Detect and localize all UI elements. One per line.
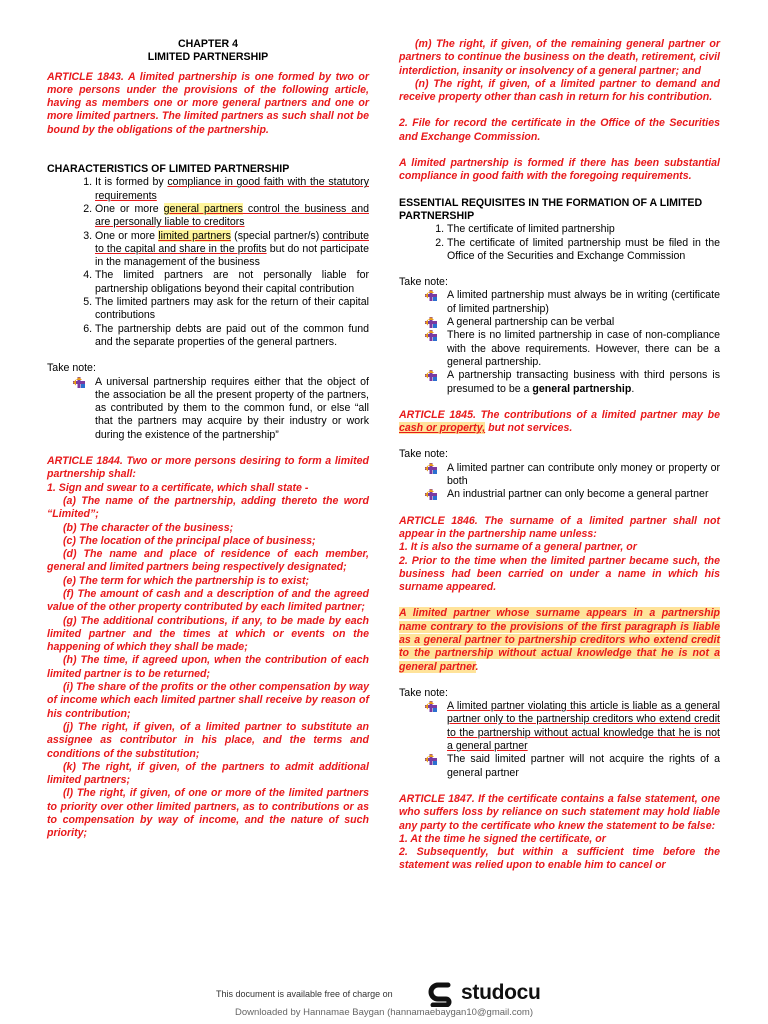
article-1844-d: (d) The name and place of residence of each member, general and limited partners being respectively designated; xyxy=(47,548,369,574)
article-1843: ARTICLE 1843. A limited partnership is one formed by two or more persons under the provisions of the following article, having as members one or more general partners and one or more limited partners. The limited partners as such shall not be bound by the obligations of the partnership. xyxy=(47,70,369,136)
article-1844-e: (e) The term for which the partnership is to exist; xyxy=(63,574,310,587)
article-1844-n: (n) The right, if given, of a limited partner to demand and receive property other than cash in return for his contribution. xyxy=(399,77,720,104)
article-1847: ARTICLE 1847. If the certificate contains a false statement, one who suffers loss by reliance on such statement may hold liable any party to the certificate who knew the statement to be false: xyxy=(399,792,720,832)
article-1844-item-1: 1. Sign and swear to a certificate, which shall state - xyxy=(47,481,309,494)
article-1844-f: (f) The amount of cash and a description of and the agreed value of the other property contributed by each limited partner; xyxy=(47,587,369,614)
left-column xyxy=(47,38,369,841)
article-1844-c: (c) The location of the principal place of business; xyxy=(63,534,316,547)
four-arrow-bullet-icon xyxy=(73,377,85,388)
studocu-logo-icon[interactable] xyxy=(427,981,457,1007)
note-list xyxy=(399,700,720,780)
list-item: A limited partnership must always be in writing (certificate of limited partnership) xyxy=(447,289,720,316)
list-item: An industrial partner can only become a general partner xyxy=(447,488,720,501)
four-arrow-bullet-icon xyxy=(425,701,437,712)
article-1844-i: (i) The share of the profits or the other compensation by way of income which each limited partner shall receive by reason of his contribution; xyxy=(47,681,369,720)
take-note-label: Take note: xyxy=(399,276,448,289)
four-arrow-bullet-icon xyxy=(425,754,437,765)
article-1844-g: (g) The additional contributions, if any, to be made by each limited partner and the times at which or events on the happening of which they shall be made; xyxy=(47,614,369,654)
chapter-title: LIMITED PARTNERSHIP xyxy=(147,51,269,64)
four-arrow-bullet-icon xyxy=(425,463,437,474)
note-list xyxy=(47,376,369,442)
essential-requisites-heading: ESSENTIAL REQUISITES IN THE FORMATION OF A LIMITED PARTNERSHIP xyxy=(399,196,703,222)
take-note-label: Take note: xyxy=(399,686,448,699)
article-1844: ARTICLE 1844. Two or more persons desiring to form a limited partnership shall: xyxy=(47,455,369,481)
take-note-label: Take note: xyxy=(47,362,96,375)
take-note-label: Take note: xyxy=(399,448,448,461)
article-1844-h: (h) The time, if agreed upon, when the contribution of each limited partner is to be returned; xyxy=(47,654,369,680)
list-item: A general partnership can be verbal xyxy=(447,316,720,329)
list-item: A partnership transacting business with third persons is presumed to be a general partnership. xyxy=(447,369,720,396)
four-arrow-bullet-icon xyxy=(425,317,437,328)
formation-paragraph: A limited partnership is formed if there has been substantial compliance in good faith with the foregoing requirements. xyxy=(399,157,720,183)
studocu-brand-name[interactable]: studocu xyxy=(461,981,541,1004)
list-item: There is no limited partnership in case of non-compliance with the above requirements. However, there can be a general partnership. xyxy=(447,329,720,369)
four-arrow-bullet-icon xyxy=(425,370,437,381)
article-1844-a: (a) The name of the partnership, adding thereto the word “Limited”; xyxy=(47,494,369,521)
article-1847-item-2: 2. Subsequently, but within a sufficient time before the statement was relied upon to enable him to cancel or xyxy=(399,846,720,872)
article-1844-l: (l) The right, if given, of one or more of the limited partners to priority over other limited partners, as to contributions or as to compensation by way of income, and the nature of such priority; xyxy=(47,787,369,840)
four-arrow-bullet-icon xyxy=(425,489,437,500)
list-item: A universal partnership requires either that the object of the association be all the present property of the partners, as contributed by them to the common fund, or else “all that the partners may acquire by their industry or work during the existence of the partnership” xyxy=(95,376,369,442)
characteristics-heading: CHARACTERISTICS OF LIMITED PARTNERSHIP xyxy=(47,163,290,176)
list-item: The said limited partner will not acquire the rights of a general partner xyxy=(447,753,720,780)
list-item: 4. The limited partners are not personally liable for partnership obligations beyond their capital contribution xyxy=(95,269,369,296)
footer-availability-text: This document is available free of charge on xyxy=(216,989,393,999)
article-1844-k: (k) The right, if given, of the partners to admit additional limited partners; xyxy=(47,760,369,787)
chapter-number: CHAPTER 4 xyxy=(177,38,239,50)
list-item: 1. It is formed by compliance in good faith with the statutory requirements xyxy=(95,176,369,203)
list-item: 2. One or more general partners control the business and are personally liable to creditors xyxy=(95,203,369,230)
four-arrow-bullet-icon xyxy=(425,290,437,301)
article-1844-b: (b) The character of the business; xyxy=(63,521,234,534)
list-item: 3. One or more limited partners (special partner/s) contribute to the capital and share in the profits but do not participate in the management of the business xyxy=(95,230,369,270)
list-item: 5. The limited partners may ask for the return of their capital contributions xyxy=(95,296,369,323)
article-1845: ARTICLE 1845. The contributions of a limited partner may be cash or property, but not services. xyxy=(399,408,720,435)
note-list xyxy=(399,462,720,502)
list-item: 6. The partnership debts are paid out of the common fund and the separate properties of the general partners. xyxy=(95,323,369,350)
note-list xyxy=(399,289,720,395)
article-1846-item-2: 2. Prior to the time when the limited partner became such, the business had been carried on under a name in which his surname appeared. xyxy=(399,554,720,594)
article-1847-item-1: 1. At the time he signed the certificate, or xyxy=(399,832,606,845)
list-item: 2. The certificate of limited partnership must be filed in the Office of the Securities and Exchange Commission xyxy=(447,237,720,264)
list-item: A limited partner can contribute only money or property or both xyxy=(447,462,720,489)
article-1844-m: (m) The right, if given, of the remaining general partner or partners to continue the business on the death, retirement, civil interdiction, insanity or insolvency of a general partner; and xyxy=(399,38,720,77)
article-1846-item-1: 1. It is also the surname of a general partner, or xyxy=(399,541,637,554)
right-column xyxy=(399,38,720,873)
list-item: A limited partner violating this article is liable as a general partner only to the partnership creditors who extend credit to the partnership without actual knowledge that he is not a general partner xyxy=(447,700,720,753)
four-arrow-bullet-icon xyxy=(425,330,437,341)
article-1846-highlighted-paragraph: A limited partner whose surname appears in a partnership name contrary to the provisions of the first paragraph is liable as a general partner to partnership creditors who extend credit to the partnership without actual knowledge that he is not a general partner. xyxy=(399,607,720,673)
list-item: 1. The certificate of limited partnership xyxy=(447,223,720,236)
requisites-list xyxy=(399,223,720,263)
article-1846: ARTICLE 1846. The surname of a limited partner shall not appear in the partnership name unless: xyxy=(399,514,720,540)
footer xyxy=(0,978,768,1024)
article-1844-item-2: 2. File for record the certificate in the Office of the Securities and Exchange Commission. xyxy=(399,117,720,143)
characteristics-list xyxy=(47,176,369,349)
article-1844-j: (j) The right, if given, of a limited partner to substitute an assignee as contributor in his place, and the terms and conditions of the substitution; xyxy=(47,720,369,760)
downloaded-by-text: Downloaded by Hannamae Baygan (hannamaebaygan10@gmail.com) xyxy=(235,1007,533,1018)
